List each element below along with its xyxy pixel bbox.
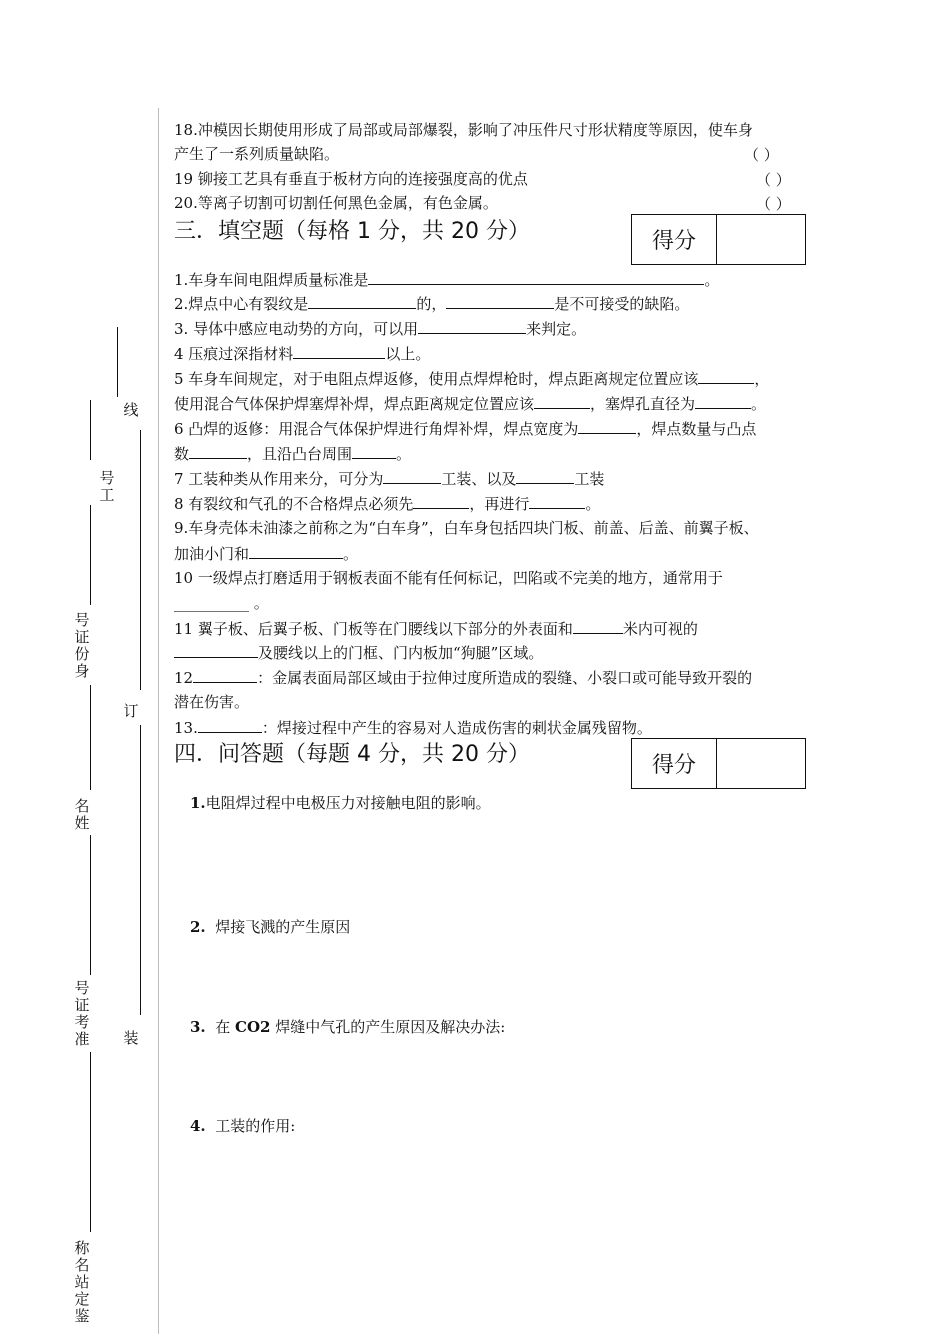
fill-item-7: 7 工装种类从作用来分，可分为 工装、以及 工装 bbox=[174, 470, 605, 488]
fill-item-12: 12 ：金属表面局部区域由于拉伸过度所造成的裂缝、小裂口或可能导致开裂的 bbox=[174, 669, 753, 687]
binding-char-zhuang: 装 bbox=[123, 1029, 139, 1047]
answer-paren[interactable]: （ ） bbox=[744, 146, 779, 164]
score-label: 得分 bbox=[632, 739, 717, 788]
blank[interactable] bbox=[249, 543, 343, 559]
blank[interactable] bbox=[573, 618, 623, 634]
blank[interactable] bbox=[198, 717, 262, 733]
fill-item-6-cont: 数 ，且沿凸台周围 。 bbox=[174, 445, 412, 463]
blank[interactable] bbox=[578, 418, 636, 434]
fill-item-9: 9.车身壳体未油漆之前称之为“白车身”，白车身包括四块门板、前盖、后盖、前翼子板、 bbox=[174, 519, 759, 537]
binding-char-ding: 订 bbox=[123, 702, 139, 720]
page-margin-rule bbox=[158, 108, 159, 1334]
blank[interactable] bbox=[418, 318, 526, 334]
question-2: 2. 焊接飞溅的产生原因 bbox=[190, 918, 351, 936]
binding-line-inner bbox=[117, 327, 118, 397]
score-field[interactable] bbox=[717, 215, 805, 264]
fill-item-5-cont: 使用混合气体保护焊塞焊补焊，焊点距离规定位置应该 ，塞焊孔直径为 。 bbox=[174, 395, 767, 413]
blank[interactable] bbox=[529, 493, 585, 509]
field-label-name: 名姓 bbox=[74, 797, 90, 832]
fill-item-6: 6 凸焊的返修：用混合气体保护焊进行角焊补焊，焊点宽度为 ，焊点数量与凸点 bbox=[174, 420, 757, 438]
field-label-exam-id: 号证考准 bbox=[74, 979, 90, 1048]
fill-item-10-cont: __________ 。 bbox=[174, 594, 269, 612]
blank[interactable] bbox=[193, 667, 257, 683]
binding-line-inner bbox=[140, 725, 141, 1015]
binding-char-xian: 线 bbox=[123, 401, 139, 419]
blank[interactable] bbox=[534, 393, 590, 409]
section-title-fill-in: 三．填空题（每格 1 分，共 20 分） bbox=[174, 219, 530, 244]
blank[interactable] bbox=[174, 642, 258, 658]
score-label: 得分 bbox=[632, 215, 717, 264]
question-1: 1.电阻焊过程中电极压力对接触电阻的影响。 bbox=[190, 794, 491, 812]
answer-area[interactable] bbox=[190, 815, 790, 910]
tf-item-18-cont: 产生了一系列质量缺陷。 bbox=[174, 145, 340, 163]
fill-item-1: 1.车身车间电阻焊质量标准是 。 bbox=[174, 271, 720, 289]
fill-item-2: 2.焊点中心有裂纹是 的， 是不可接受的缺陷。 bbox=[174, 295, 690, 313]
fill-item-13: 13. ：焊接过程中产生的容易对人造成伤害的刺状金属残留物。 bbox=[174, 719, 652, 737]
blank[interactable] bbox=[293, 343, 385, 359]
tf-item-19: 19 铆接工艺具有垂直于板材方向的连接强度高的优点 bbox=[174, 170, 528, 188]
question-4: 4. 工装的作用: bbox=[190, 1117, 296, 1135]
blank[interactable] bbox=[516, 468, 574, 484]
answer-paren[interactable]: （ ） bbox=[756, 171, 791, 189]
binding-line-outer bbox=[90, 835, 91, 975]
field-label-id-card: 号证份身 bbox=[74, 611, 90, 680]
binding-line-outer bbox=[90, 1052, 91, 1232]
blank[interactable] bbox=[698, 368, 754, 384]
tf-item-18: 18.冲模因长期使用形成了局部或局部爆裂，影响了冲压件尺寸形状精度等原因，使车身 bbox=[174, 121, 753, 139]
blank[interactable] bbox=[446, 293, 554, 309]
binding-line-outer bbox=[90, 505, 91, 605]
answer-area[interactable] bbox=[190, 1040, 790, 1110]
blank[interactable] bbox=[308, 293, 416, 309]
fill-item-11-cont: 及腰线以上的门框、门内板加“狗腿”区域。 bbox=[174, 642, 543, 663]
field-label-work-id: 号工 bbox=[99, 469, 115, 504]
score-box bbox=[631, 214, 806, 265]
fill-item-11: 11 翼子板、后翼子板、门板等在门腰线以下部分的外表面和 米内可视的 bbox=[174, 620, 698, 638]
binding-line-outer bbox=[90, 685, 91, 790]
field-label-station: 称名站定鉴 bbox=[74, 1239, 90, 1325]
fill-item-4: 4 压痕过深指材料 以上。 bbox=[174, 345, 431, 363]
score-field[interactable] bbox=[717, 739, 805, 788]
fill-item-3: 3. 导体中感应电动势的方向，可以用 来判定。 bbox=[174, 320, 587, 338]
answer-area[interactable] bbox=[190, 940, 790, 1010]
fill-item-5: 5 车身车间规定，对于电阻点焊返修，使用点焊焊枪时，焊点距离规定位置应该 ， bbox=[174, 370, 770, 388]
binding-line-inner bbox=[140, 430, 141, 690]
blank[interactable] bbox=[352, 443, 396, 459]
blank[interactable] bbox=[368, 269, 704, 285]
fill-item-10: 10 一级焊点打磨适用于钢板表面不能有任何标记，凹陷或不完美的地方，通常用于 bbox=[174, 569, 723, 587]
score-box bbox=[631, 738, 806, 789]
section-title-short-answer: 四．问答题（每题 4 分，共 20 分） bbox=[174, 742, 530, 767]
blank[interactable] bbox=[695, 393, 751, 409]
blank[interactable] bbox=[383, 468, 441, 484]
blank[interactable] bbox=[189, 443, 247, 459]
binding-line-outer bbox=[90, 400, 91, 460]
fill-item-9-cont: 加油小门和 。 bbox=[174, 545, 359, 563]
fill-item-8: 8 有裂纹和气孔的不合格焊点必须先 ，再进行 。 bbox=[174, 495, 601, 513]
fill-item-12-cont: 潜在伤害。 bbox=[174, 693, 250, 711]
answer-area[interactable] bbox=[190, 1140, 790, 1320]
blank[interactable] bbox=[413, 493, 469, 509]
question-3: 3. 在 CO2 焊缝中气孔的产生原因及解决办法: bbox=[190, 1018, 506, 1036]
answer-paren[interactable]: （ ） bbox=[756, 195, 791, 213]
tf-item-20: 20.等离子切割可切割任何黑色金属，有色金属。 bbox=[174, 194, 498, 212]
